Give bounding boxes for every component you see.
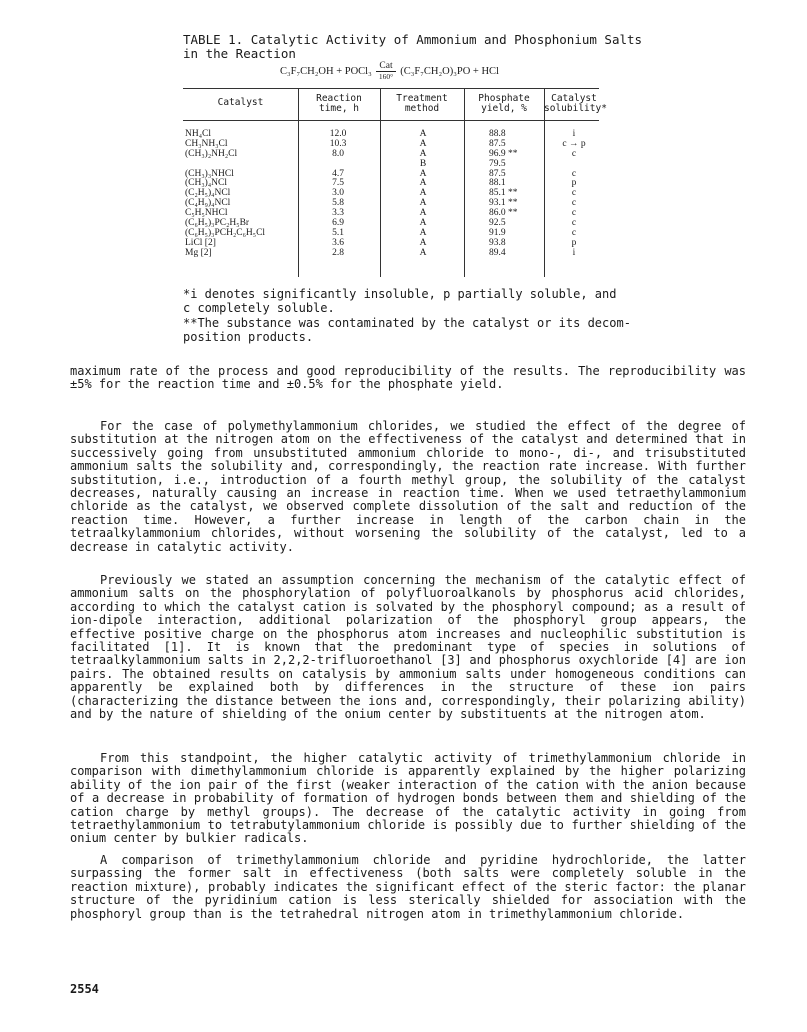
footnote-solubility: *i denotes significantly insoluble, p partially soluble, and c completely soluble. — [183, 287, 617, 315]
time-column — [318, 130, 358, 259]
table-cell: A — [419, 247, 427, 258]
table-cell: A — [419, 227, 427, 238]
footnote-contamination: **The substance was contaminated by the catalyst or its decom- position products. — [183, 316, 631, 344]
column-divider — [464, 88, 465, 277]
temperature-label: 160° — [378, 72, 394, 81]
table-cell: c — [571, 198, 577, 209]
table-cell: c — [571, 208, 577, 219]
body-paragraph-1: maximum rate of the process and good reproducibility of the results. The reproducibility was ±5% for the reaction time and ±0.5% for the phosphate yield. — [70, 364, 746, 392]
caption-line-1: TABLE 1. Catalytic Activity of Ammonium and Phosphonium Salts — [183, 32, 643, 47]
table-caption — [183, 33, 703, 61]
table-cell: 12.0 — [329, 129, 347, 139]
table-cell: 2.8 — [332, 247, 344, 258]
body-paragraph-5: A comparison of trimethylammonium chloride and pyridine hydrochloride, the latter surpassing the former salt in effectiveness (both salts were completely soluble in the reaction mixture), probably indicates the significant effect of the steric factor: the planar structure of the pyridinium cation is less sterically shielded for association with the phosphoryl group than is the tetrahedral nitrogen atom in trimethylammonium chloride. — [70, 853, 746, 921]
table-cell: 3.0 — [332, 188, 344, 199]
equation-products: (C₃F₇CH₂O)₃PO + HCl — [400, 65, 499, 77]
table-cell: A — [419, 237, 427, 248]
table-cell: c — [571, 188, 577, 199]
table-header-rule — [183, 120, 599, 121]
header-catalyst: Catalyst — [217, 97, 264, 108]
equation-arrow — [376, 62, 395, 81]
table-cell: A — [419, 198, 427, 209]
body-paragraph-2: For the case of polymethylammonium chlorides, we studied the effect of the degree of substitution at the nitrogen atom on the effectiveness of the catalyst and determined that in successively going from unsubstituted ammonium chloride to mono-, di-, and trisubstituted ammonium salts the solubility and, correspondingly, the reaction rate increase. With further substitution, i.e., introduction of a fourth methyl group, the solubility of the catalyst decreases, naturally causing an increase in reaction time. When we used tetraethylammonium chloride as the catalyst, we observed complete dissolution of the salt and reduction of the reaction time. However, a further increase in length of the carbon chain in the tetraalkylammonium chlorides, without worsening the solubility of the catalyst, led to a decrease in catalytic activity. — [70, 419, 746, 554]
table-cell: (C₆H₅)₃PCH₂C₆H₅Cl — [185, 227, 266, 238]
table-cell: 7.5 — [332, 178, 344, 189]
column-divider — [380, 88, 381, 277]
method-column — [403, 130, 443, 259]
table-cell: LiCl [2] — [185, 237, 216, 248]
table-cell: A — [419, 129, 427, 139]
table-cell: 85.1 ** — [489, 188, 518, 199]
table-cell: c — [571, 148, 577, 159]
table-cell: 3.6 — [332, 237, 344, 248]
table-cell: 6.9 — [332, 218, 344, 229]
table-cell: 87.5 — [489, 168, 506, 179]
table-cell: (C₂H₅)₄NCl — [185, 188, 231, 199]
table-cell: Mg [2] — [185, 247, 212, 258]
table-cell: (C₄H₉)₄NCl — [185, 198, 231, 209]
page-number: 2554 — [70, 982, 99, 996]
table-cell: 88.1 — [489, 178, 506, 189]
body-paragraph-4: From this standpoint, the higher catalytic activity of trimethylammonium chloride in comparison with dimethylammonium chloride is apparently explained by the higher polarizing ability of the ion pair of the first (weaker interaction of the cation with the anion because of a decrease in probability of formation of hydrogen bonds between them and shielding of the cation charge by methyl groups). The decrease of the catalytic activity in going from tetraethylammonium to tetrabutylammonium chloride is possibly due to further shielding of the onium center by bulkier radicals. — [70, 751, 746, 846]
table-cell: NH₄Cl — [185, 129, 212, 139]
table-cell: 89.4 — [489, 247, 506, 258]
table-cell: 5.1 — [332, 227, 344, 238]
column-divider — [298, 88, 299, 277]
caption-line-2: in the Reaction — [183, 46, 296, 61]
table-cell: A — [419, 178, 427, 189]
table-cell: c — [571, 168, 577, 179]
table-cell: 88.8 — [489, 129, 506, 139]
table-cell: c → p — [562, 138, 586, 149]
yield-column — [489, 130, 518, 259]
table-cell: 5.8 — [332, 198, 344, 209]
table-cell: A — [419, 138, 427, 149]
reaction-equation — [280, 62, 499, 81]
table-cell: 4.7 — [332, 168, 344, 179]
catalyst-column — [185, 130, 265, 259]
table-cell: A — [419, 208, 427, 219]
solubility-column — [549, 130, 599, 259]
table-cell: A — [419, 188, 427, 199]
table-cell: c — [571, 218, 577, 229]
header-reaction-time: Reaction time, h — [316, 93, 362, 114]
table-cell: (C₆H₅)₃PC₂H₅Br — [185, 218, 250, 229]
data-table — [183, 88, 607, 277]
table-cell: p — [571, 178, 577, 189]
table-cell: 96.9 ** — [489, 148, 518, 159]
equation-reactants: C₃F₇CH₂OH + POCl₃ — [280, 65, 372, 77]
table-footnotes — [183, 288, 663, 346]
header-catalyst-solubility: Catalyst solubility* — [544, 93, 607, 114]
table-cell: p — [571, 237, 577, 248]
table-cell: 3.3 — [332, 208, 344, 219]
table-cell: 91.9 — [489, 227, 506, 238]
table-cell: A — [419, 168, 427, 179]
table-cell: (CH₃)₂NH₂Cl — [185, 148, 238, 159]
table-cell: 8.0 — [332, 148, 344, 159]
table-cell: A — [419, 218, 427, 229]
column-divider — [544, 88, 545, 277]
table-cell: 86.0 ** — [489, 208, 518, 219]
table-cell: 93.1 ** — [489, 198, 518, 209]
table-cell: 92.5 — [489, 218, 506, 229]
table-cell: c — [571, 227, 577, 238]
table-cell: 10.3 — [329, 138, 347, 149]
table-cell: CH₃NH₃Cl — [185, 138, 228, 149]
table-cell: A — [419, 148, 427, 159]
header-phosphate-yield: Phosphate yield, % — [478, 93, 530, 114]
table-cell: (CH₃)₃NHCl — [185, 168, 234, 179]
table-cell: 87.5 — [489, 138, 506, 149]
table-top-rule — [183, 88, 599, 89]
body-paragraph-3: Previously we stated an assumption concerning the mechanism of the catalytic effect of ammonium salts on the phosphorylation of polyfluoroalkanols by phosphorus acid chlorides, according to which the catalyst cation is solvated by the phosphoryl compound; as a result of ion-dipole interaction, additional polarization of the phosphoryl group appears, the effective positive charge on the phosphorus atom increases and nucleophilic substitution is facilitated [1]. It is known that the predominant type of species in solutions of tetraalkylammonium salts in 2,2,2-trifluoroethanol [3] and phosphorus oxychloride [4] are ion pairs. The obtained results on catalysis by ammonium salts under homogeneous conditions can apparently be explained both by differences in the structure of these ion pairs (characterizing the distance between the ions and, correspondingly, their polarizing ability) and by the nature of shielding of the onium center by substituents at the nitrogen atom. — [70, 573, 746, 722]
catalyst-label: Cat — [376, 62, 395, 72]
table-cell: B — [419, 158, 427, 169]
table-cell: 93.8 — [489, 237, 506, 248]
table-cell: i — [572, 247, 576, 258]
table-cell: (CH₃)₄NCl — [185, 178, 227, 189]
header-treatment-method: Treatment method — [396, 93, 448, 114]
table-cell: i — [572, 129, 576, 139]
table-cell: C₅H₅NHCl — [185, 208, 228, 219]
table-cell: 79.5 — [489, 158, 506, 169]
